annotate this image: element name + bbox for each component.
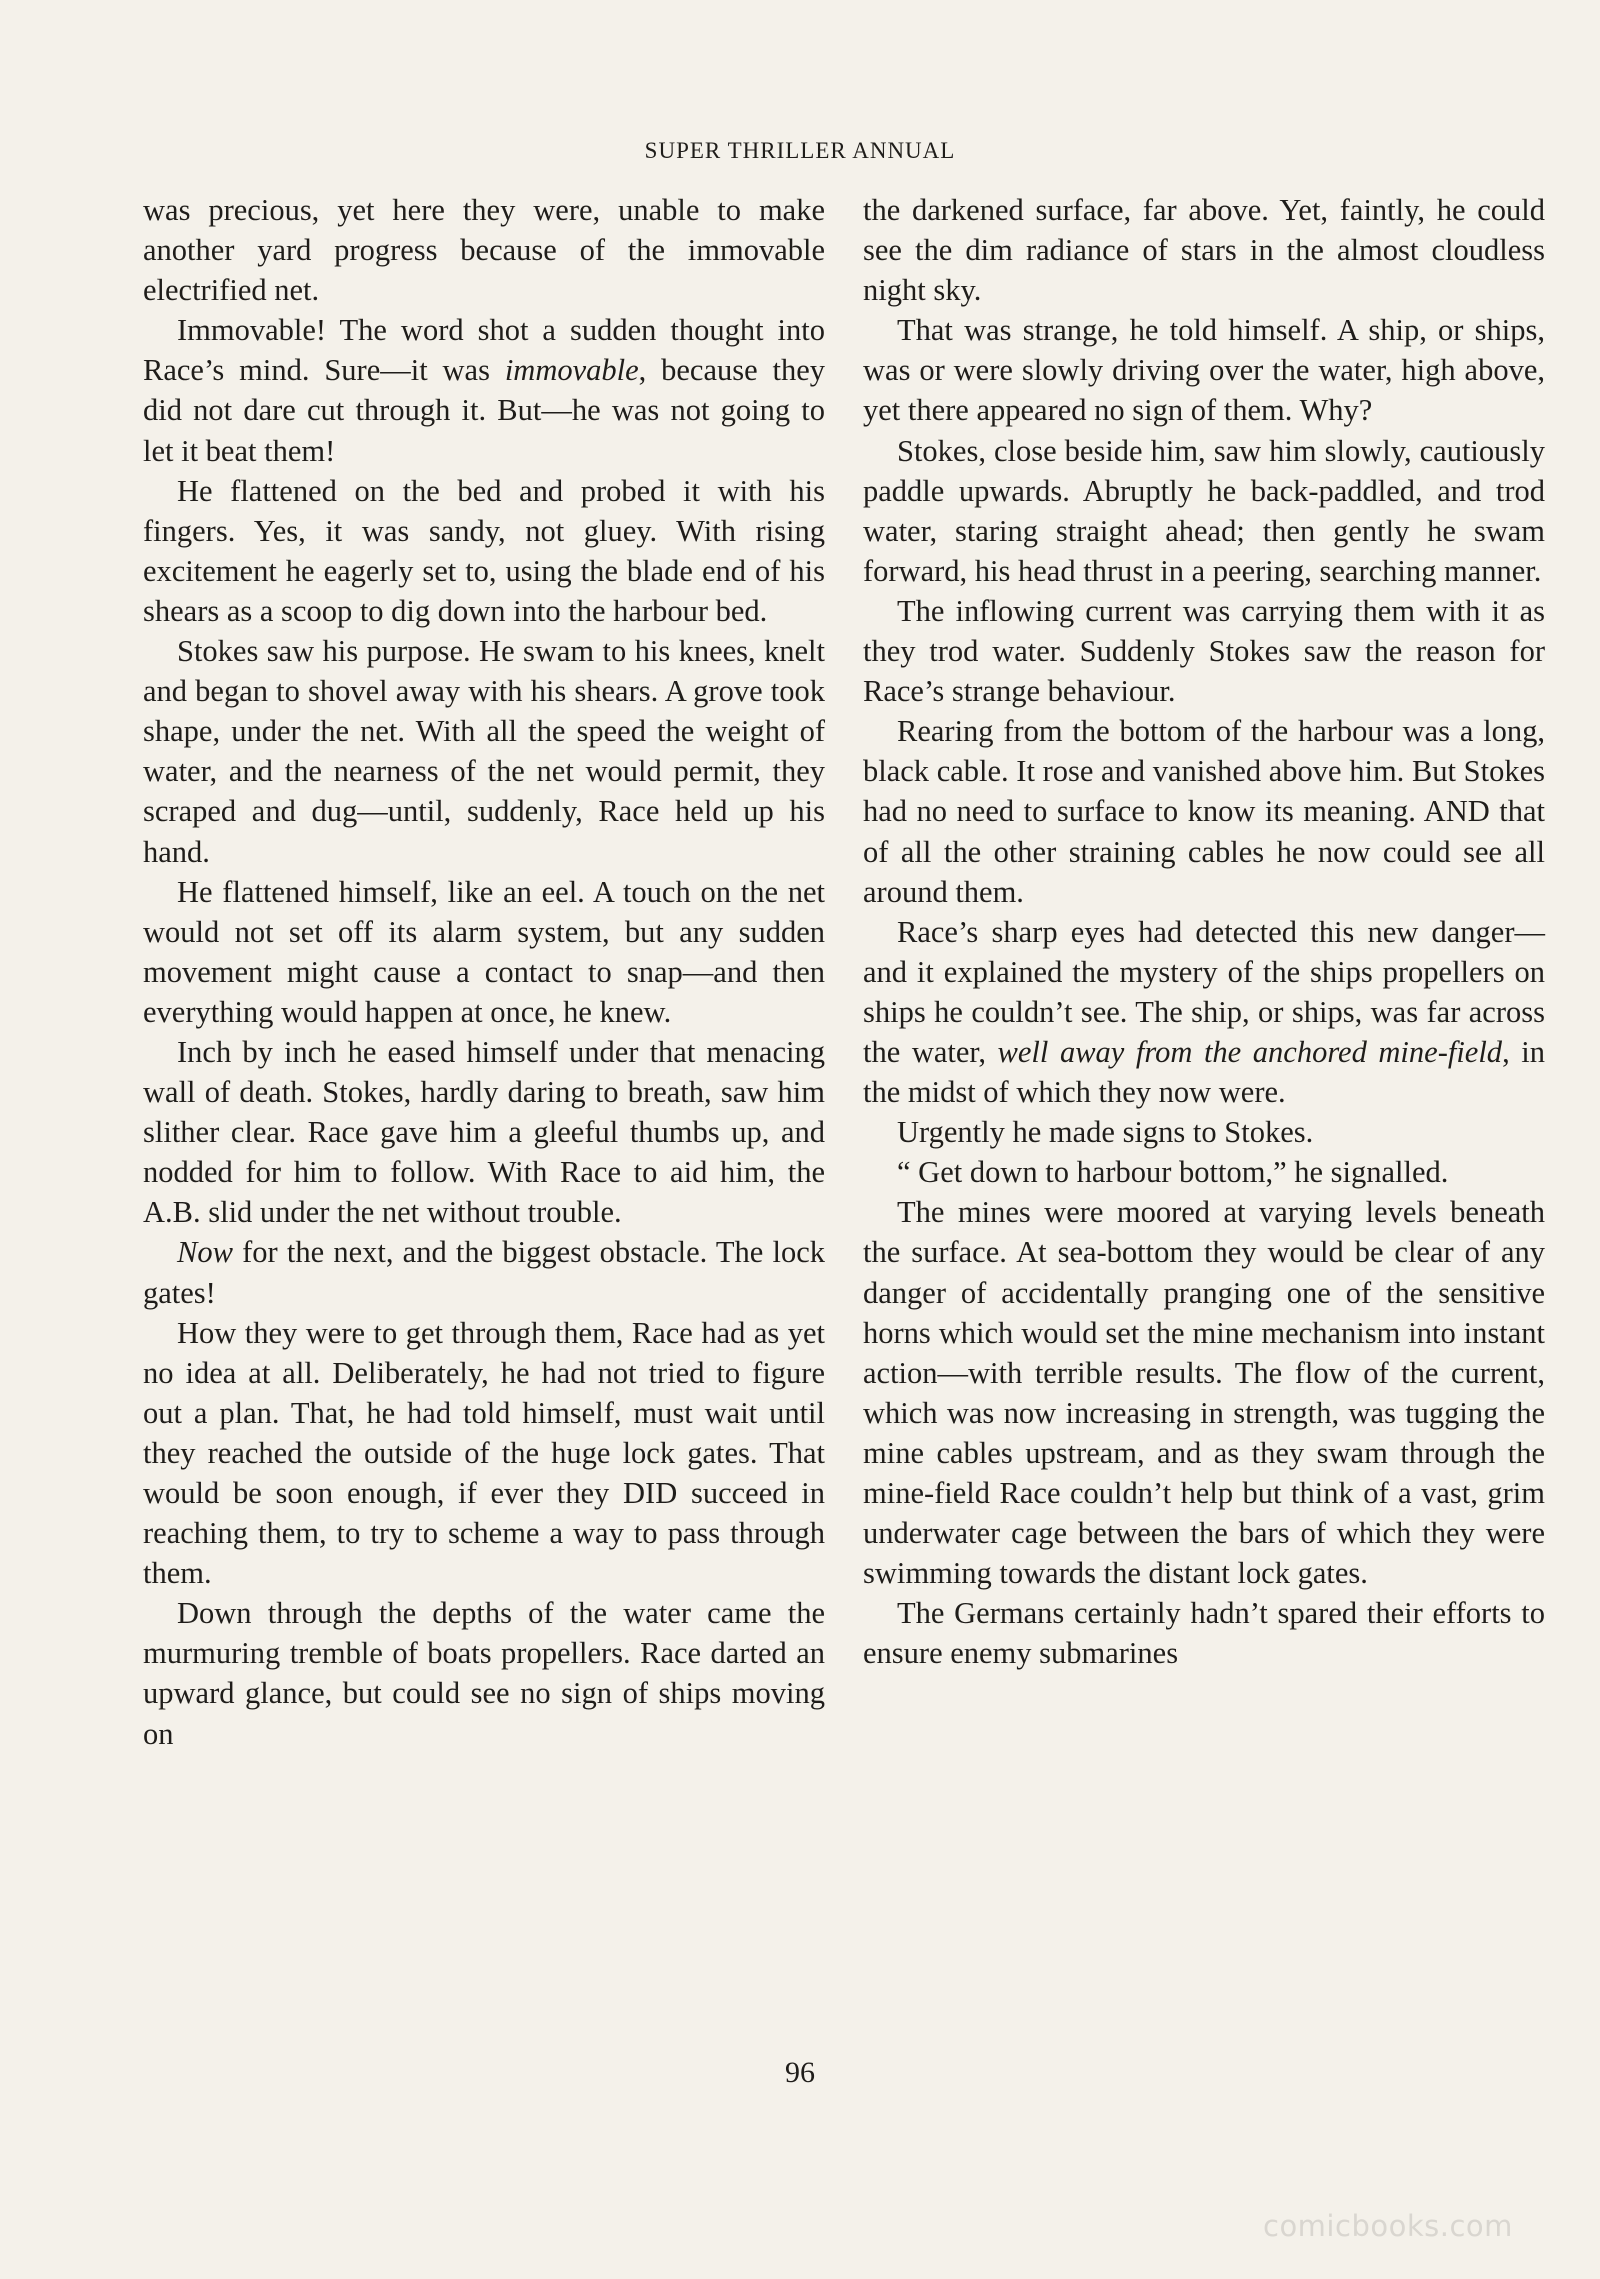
paragraph: He flattened on the bed and probed it with his fingers. Yes, it was sandy, not gluey. With rising excitement he eagerly set to, using the blade end of his shears as a scoop to dig down into the harbour bed.	[143, 473, 825, 628]
text-run: for the next, and the biggest obstacle. The lock gates!	[143, 1235, 825, 1310]
paragraph: Down through the depths of the water came the murmuring tremble of boats propellers. Race darted an upward glance, but could see no sign of ships moving on	[143, 1596, 825, 1751]
paragraph: Urgently he made signs to Stokes.	[897, 1115, 1314, 1150]
page-number: 96	[785, 2056, 815, 2089]
paragraph: “ Get down to harbour bottom,” he signalled.	[897, 1155, 1449, 1190]
running-head: SUPER THRILLER ANNUAL	[644, 138, 956, 163]
text-run: , in the midst of which they now were.	[863, 1034, 1545, 1110]
right-column	[863, 190, 1545, 1673]
paragraph: Stokes, close beside him, saw him slowly, cautiously paddle upwards. Abruptly he back-paddled, and trod water, staring straight ahead; then gently he swam forward, his head thrust in a peering, searching manner.	[863, 433, 1545, 588]
paragraph: The Germans certainly hadn’t spared their efforts to ensure enemy submarines	[863, 1596, 1545, 1671]
paragraph: the darkened surface, far above. Yet, faintly, he could see the dim radiance of stars in the almost cloudless night sky.	[863, 193, 1545, 308]
italic-text: Now	[177, 1235, 233, 1270]
paragraph: He flattened himself, like an eel. A touch on the net would not set off its alarm system, but any sudden movement might cause a contact to snap—and then everything would happen at once, he knew.	[143, 874, 825, 1029]
text-run: , because they did not dare cut through it. But—he was not going to let it beat them!	[143, 353, 825, 468]
left-column	[143, 190, 825, 1754]
text-run: Race’s sharp eyes had detected this new danger—and it explained the mystery of the ships propellers on ships he couldn’t see. The ship, or ships, was far across the water,	[863, 914, 1545, 1069]
paragraph: Inch by inch he eased himself under that menacing wall of death. Stokes, hardly daring to breath, saw him slither clear. Race gave him a gleeful thumbs up, and nodded for him to follow. With Race to aid him, the A.B. slid under the net without trouble.	[143, 1034, 825, 1230]
paragraph	[143, 310, 825, 470]
paragraph: That was strange, he told himself. A ship, or ships, was or were slowly driving over the water, high above, yet there appeared no sign of them. Why?	[863, 313, 1545, 428]
paragraph: How they were to get through them, Race had as yet no idea at all. Deliberately, he had not tried to figure out a plan. That, he had told himself, must wait until they reached the outside of the huge lock gates. That would be soon enough, if ever they DID succeed in reaching them, to try to scheme a way to pass through them.	[143, 1315, 825, 1591]
text-run: Immovable! The word shot a sudden thought into Race’s mind. Sure—it was	[143, 313, 825, 388]
italic-text: immovable	[504, 353, 639, 388]
paragraph: Stokes saw his purpose. He swam to his knees, knelt and began to shovel away with his shears. A grove took shape, under the net. With all the speed the weight of water, and the nearness of the net would permit, they scraped and dug—until, suddenly, Race held up his hand.	[143, 634, 825, 869]
paragraph: was precious, yet here they were, unable to make another yard progress because of the immovable electrified net.	[143, 193, 825, 308]
paragraph	[143, 1232, 825, 1312]
watermark: comicbooks.com	[1263, 2209, 1513, 2243]
italic-text: well away from the anchored mine-field	[997, 1034, 1503, 1069]
paragraph	[863, 912, 1545, 1112]
paragraph: Rearing from the bottom of the harbour was a long, black cable. It rose and vanished above him. But Stokes had no need to surface to know its meaning. AND that of all the other straining cables he now could see all around them.	[863, 714, 1545, 909]
paragraph: The inflowing current was carrying them with it as they trod water. Suddenly Stokes saw the reason for Race’s strange behaviour.	[863, 593, 1545, 709]
paragraph: The mines were moored at varying levels beneath the surface. At sea-bottom they would be clear of any danger of accidentally pranging one of the sensitive horns which would set the mine mechanism into instant action—with terrible results. The flow of the current, which was now increasing in strength, was tugging the mine cables upstream, and as they swam through the mine-field Race couldn’t help but think of a vast, grim underwater cage between the bars of which they were swimming towards the distant lock gates.	[863, 1195, 1545, 1591]
